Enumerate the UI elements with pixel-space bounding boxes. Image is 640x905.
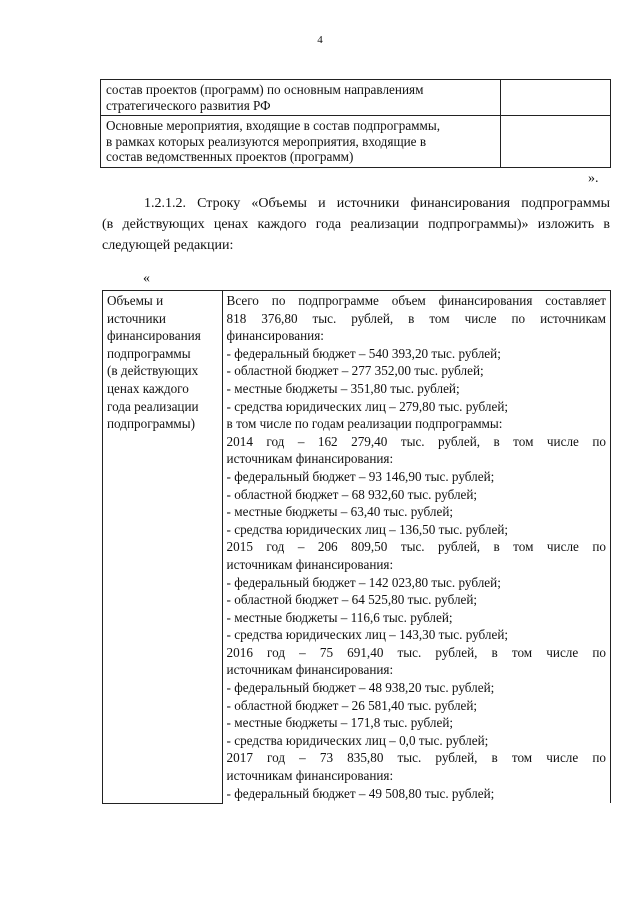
- detail-line: - областной бюджет – 64 525,80 тыс. рублей;: [226, 592, 478, 608]
- label-line: подпрограммы): [107, 416, 196, 432]
- detail-line: - федеральный бюджет – 142 023,80 тыс. рублей;: [226, 574, 501, 590]
- financing-details-cell: [222, 291, 610, 804]
- detail-line: в том числе по годам реализации подпрограммы:: [226, 416, 503, 432]
- table-row: [101, 80, 611, 116]
- table-row: [103, 291, 611, 804]
- cell-line: состав проектов (программ) по основным направлениям: [106, 82, 424, 97]
- continuation-table: [100, 79, 611, 168]
- detail-line: - местные бюджеты – 116,6 тыс. рублей;: [226, 609, 453, 625]
- table-cell: [101, 116, 501, 168]
- cell-line: стратегического развития РФ: [106, 97, 271, 113]
- detail-line: - средства юридических лиц – 136,50 тыс. рублей;: [226, 521, 509, 537]
- cell-line: состав ведомственных проектов (программ): [106, 149, 354, 164]
- detail-line: 2014 год – 162 279,40 тыс. рублей, в том числе по: [226, 433, 606, 449]
- label-line: (в действующих: [107, 363, 199, 379]
- detail-line: - федеральный бюджет – 49 508,80 тыс. рублей;: [226, 785, 495, 801]
- detail-line: - местные бюджеты – 63,40 тыс. рублей;: [226, 504, 454, 520]
- detail-line: - федеральный бюджет – 93 146,90 тыс. рублей;: [226, 468, 495, 484]
- detail-line: 2015 год – 206 809,50 тыс. рублей, в том числе по: [226, 539, 606, 555]
- detail-line: 2017 год – 73 835,80 тыс. рублей, в том числе по: [226, 750, 606, 766]
- table-cell-empty: [500, 80, 610, 116]
- detail-line: финансирования:: [226, 328, 324, 344]
- financing-table: [102, 290, 611, 804]
- detail-line: - областной бюджет – 68 932,60 тыс. рублей;: [226, 486, 478, 502]
- detail-line: - областной бюджет – 277 352,00 тыс. рублей;: [226, 363, 484, 379]
- cell-line: в рамках которых реализуются мероприятия, входящие в: [106, 133, 427, 149]
- detail-line: - федеральный бюджет – 48 938,20 тыс. рублей;: [226, 680, 495, 696]
- opening-quote: «: [143, 271, 150, 286]
- detail-line: - средства юридических лиц – 143,30 тыс. рублей;: [226, 627, 509, 643]
- detail-line: источникам финансирования:: [226, 662, 394, 678]
- label-line: источники: [107, 310, 166, 326]
- page-number: 4: [317, 34, 323, 46]
- detail-line: - местные бюджеты – 171,8 тыс. рублей;: [226, 715, 454, 731]
- label-line: финансирования: [107, 328, 201, 344]
- paragraph-line: 1.2.1.2. Строку «Объемы и источники финансирования подпрограммы: [144, 196, 610, 211]
- financing-label-cell: [103, 291, 223, 804]
- detail-line: 818 376,80 тыс. рублей, в том числе по источникам: [226, 310, 606, 326]
- closing-quote: ».: [588, 171, 599, 186]
- amendment-paragraph: [102, 193, 610, 256]
- table-row: [101, 116, 611, 168]
- table-cell: [101, 80, 501, 116]
- paragraph-line: (в действующих ценах каждого года реализации подпрограммы)» изложить в: [102, 217, 610, 232]
- detail-line: Всего по подпрограмме объем финансирования составляет: [226, 293, 606, 308]
- detail-line: - средства юридических лиц – 279,80 тыс. рублей;: [226, 398, 509, 414]
- label-line: года реализации: [107, 398, 199, 414]
- detail-line: - местные бюджеты – 351,80 тыс. рублей;: [226, 380, 460, 396]
- paragraph-line: следующей редакции:: [102, 238, 234, 253]
- detail-line: - областной бюджет – 26 581,40 тыс. рублей;: [226, 697, 478, 713]
- cell-line: Основные мероприятия, входящие в состав подпрограммы,: [106, 118, 441, 133]
- label-line: ценах каждого: [107, 380, 189, 396]
- detail-line: источникам финансирования:: [226, 556, 394, 572]
- detail-line: - федеральный бюджет – 540 393,20 тыс. рублей;: [226, 345, 501, 361]
- label-line: Объемы и: [107, 293, 164, 308]
- detail-line: источникам финансирования:: [226, 768, 394, 784]
- table-cell-empty: [500, 116, 610, 168]
- detail-line: источникам финансирования:: [226, 451, 394, 467]
- label-line: подпрограммы: [107, 345, 191, 361]
- detail-line: 2016 год – 75 691,40 тыс. рублей, в том числе по: [226, 644, 606, 660]
- detail-line: - средства юридических лиц – 0,0 тыс. рублей;: [226, 732, 489, 748]
